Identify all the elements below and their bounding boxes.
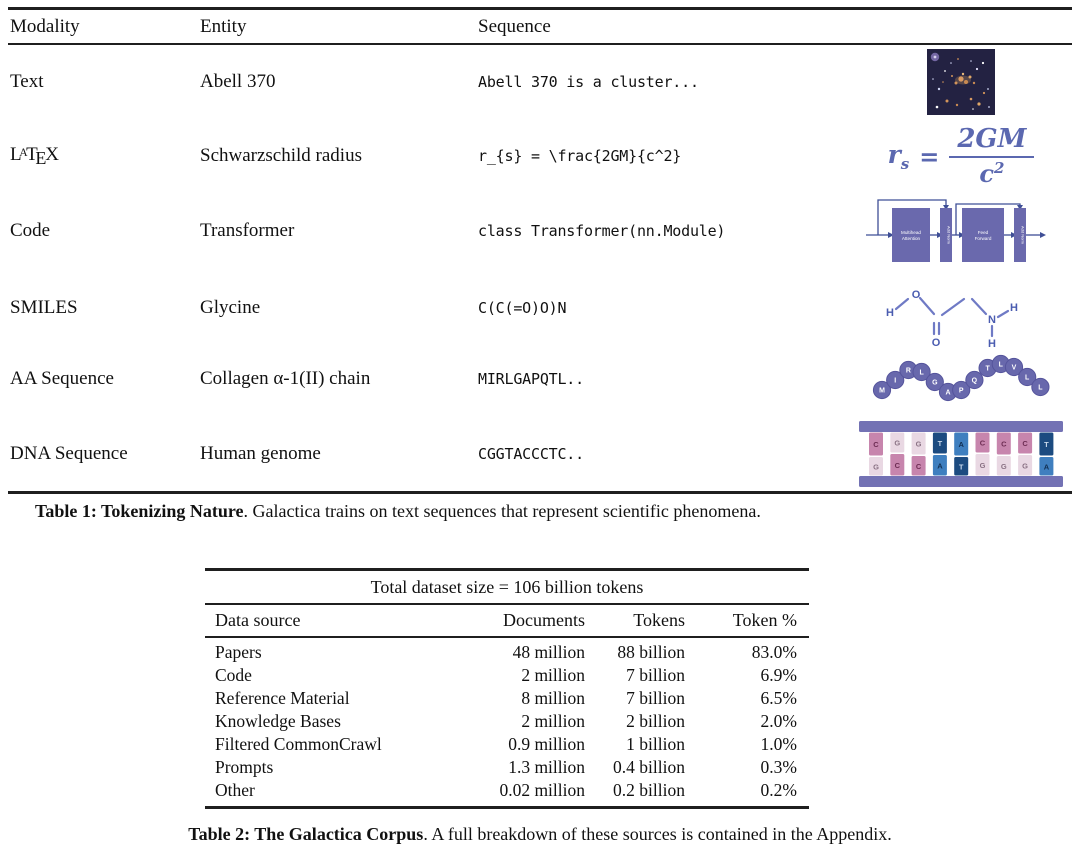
- column-header-entity: Entity: [200, 15, 247, 37]
- transformer-diagram: [850, 194, 1072, 268]
- table-row: [0, 416, 1080, 490]
- dna-base-letter: C: [873, 439, 879, 449]
- table-row: [205, 756, 809, 779]
- documents-cell: 0.02 million: [499, 780, 585, 800]
- dna-base-letter: A: [937, 460, 943, 470]
- dna-base-letter: G: [873, 461, 879, 471]
- tokens-cell: 7 billion: [626, 688, 685, 708]
- token-pct-cell: 2.0%: [760, 711, 797, 731]
- table-row: [0, 45, 1080, 119]
- table2-caption-text: . A full breakdown of these sources is contained in the Appendix.: [423, 824, 892, 844]
- entity-cell: Human genome: [200, 442, 321, 464]
- table-row: [0, 194, 1080, 268]
- data-source-cell: Code: [215, 665, 252, 685]
- amino-acid-chain: [850, 350, 1072, 408]
- tokens-cell: 0.4 billion: [613, 757, 685, 777]
- svg-text:H: H: [885, 306, 894, 319]
- table-row: [205, 641, 809, 664]
- dna-base-letter: T: [937, 438, 943, 448]
- table1-bottom-rule: [8, 491, 1072, 494]
- svg-text:Add Norm: Add Norm: [1020, 225, 1025, 244]
- tokens-cell: 7 billion: [626, 665, 685, 685]
- amino-acid-letter: L: [1038, 384, 1043, 392]
- svg-text:N: N: [987, 313, 996, 326]
- table2-caption-title: Table 2: The Galactica Corpus: [188, 824, 424, 844]
- dna-ladder: [850, 419, 1072, 489]
- dna-base-letter: C: [894, 460, 901, 470]
- svg-text:Multihead: Multihead: [900, 229, 921, 235]
- modality-cell: AA Sequence: [10, 368, 114, 390]
- amino-acid-letter: T: [985, 365, 990, 373]
- tokens-cell: 0.2 billion: [613, 780, 685, 800]
- amino-acid-letter: L: [919, 369, 924, 377]
- sequence-cell: class Transformer(nn.Module): [478, 221, 726, 240]
- data-source-cell: Prompts: [215, 757, 274, 777]
- sequence-cell: Abell 370 is a cluster...: [478, 73, 699, 92]
- column-header-data-source: Data source: [215, 610, 301, 630]
- entity-cell: Glycine: [200, 296, 261, 318]
- tokens-cell: 88 billion: [617, 642, 685, 662]
- data-source-cell: Knowledge Bases: [215, 711, 341, 731]
- corpus-table: [205, 568, 809, 809]
- documents-cell: 0.9 million: [508, 734, 585, 754]
- dna-base-letter: A: [1043, 461, 1050, 471]
- token-pct-cell: 83.0%: [751, 642, 797, 662]
- corpus-table-title: Total dataset size = 106 billion tokens: [370, 577, 644, 597]
- modality-cell-latex: LATEX: [10, 143, 60, 169]
- amino-acid-letter: A: [945, 389, 951, 397]
- documents-cell: 48 million: [512, 642, 585, 662]
- table-row: [0, 342, 1080, 416]
- sequence-cell: C(C(=O)O)N: [478, 298, 567, 317]
- token-pct-cell: 1.0%: [760, 734, 797, 754]
- svg-text:Forward: Forward: [974, 235, 991, 241]
- token-pct-cell: 6.9%: [760, 665, 797, 685]
- svg-text:Attention: Attention: [901, 235, 920, 241]
- token-pct-cell: 0.2%: [760, 780, 797, 800]
- dna-base-letter: T: [1044, 439, 1049, 449]
- table1-caption-text: . Galactica trains on text sequences that represent scientific phenomena.: [243, 501, 761, 521]
- column-header-tokens: Tokens: [633, 610, 685, 630]
- svg-text:O: O: [911, 288, 920, 301]
- documents-cell: 2 million: [521, 665, 585, 685]
- table2-bottom-rule: [205, 806, 809, 809]
- column-header-modality: Modality: [10, 15, 80, 37]
- amino-acid-letter: P: [958, 387, 964, 395]
- documents-cell: 8 million: [521, 688, 585, 708]
- entity-cell: Collagen α-1(II) chain: [200, 368, 371, 390]
- modality-cell: SMILES: [10, 296, 78, 318]
- dna-base-letter: G: [915, 439, 922, 449]
- dna-base-letter: C: [979, 438, 986, 448]
- latex-equation: [850, 124, 1072, 188]
- sequence-cell: MIRLGAPQTL..: [478, 370, 584, 389]
- dna-base-letter: C: [1022, 438, 1028, 448]
- column-header-sequence: Sequence: [478, 15, 551, 37]
- galaxy-image: [850, 49, 1072, 115]
- column-header-token-pct: Token %: [732, 610, 797, 630]
- dna-base-letter: A: [958, 439, 964, 449]
- svg-text:Feed: Feed: [977, 229, 988, 235]
- rendered-equation: $r_s$ = $\frac{2GM}{c^2}$: [888, 124, 1035, 188]
- amino-acid-letter: Q: [971, 377, 978, 385]
- tokens-cell: 1 billion: [626, 734, 685, 754]
- table1-caption: [35, 501, 1060, 522]
- dna-base-letter: G: [894, 438, 901, 448]
- modality-cell: Code: [10, 219, 51, 241]
- dna-base-letter: G: [1000, 461, 1007, 471]
- amino-acid-letter: M: [879, 387, 885, 395]
- entity-cell: Transformer: [200, 219, 295, 241]
- table-row: [205, 664, 809, 687]
- dna-base-letter: G: [1022, 460, 1029, 470]
- table-row: [205, 779, 809, 802]
- documents-cell: 2 million: [521, 711, 585, 731]
- svg-text:H: H: [987, 337, 996, 348]
- data-source-cell: Papers: [215, 642, 262, 662]
- data-source-cell: Reference Material: [215, 688, 350, 708]
- molecule-diagram: [850, 268, 1072, 348]
- amino-acid-letter: I: [894, 377, 897, 385]
- amino-acid-letter: V: [1011, 364, 1017, 372]
- table-row: [205, 733, 809, 756]
- table1-header-row: [0, 10, 1080, 43]
- table-row: [205, 687, 809, 710]
- token-pct-cell: 0.3%: [760, 757, 797, 777]
- table2-caption: [0, 824, 1080, 845]
- amino-acid-letter: L: [998, 361, 1003, 369]
- column-header-documents: Documents: [503, 610, 585, 630]
- entity-cell: Abell 370: [200, 71, 276, 93]
- svg-text:H: H: [1009, 301, 1018, 314]
- tokens-cell: 2 billion: [626, 711, 685, 731]
- dna-base-letter: G: [979, 460, 986, 470]
- sequence-cell: CGGTACCCTC..: [478, 444, 584, 463]
- modality-cell: Text: [10, 71, 44, 93]
- table-row: [0, 119, 1080, 193]
- amino-acid-letter: R: [905, 367, 911, 375]
- dna-base-letter: C: [915, 461, 922, 471]
- amino-acid-letter: G: [932, 379, 938, 387]
- entity-cell: Schwarzschild radius: [200, 145, 362, 167]
- data-source-cell: Other: [215, 780, 255, 800]
- table-row: [205, 710, 809, 733]
- dna-base-letter: C: [1001, 439, 1007, 449]
- dna-base-letter: T: [958, 461, 964, 471]
- svg-text:O: O: [931, 336, 940, 348]
- amino-acid-letter: L: [1025, 374, 1030, 382]
- documents-cell: 1.3 million: [508, 757, 585, 777]
- table1-caption-title: Table 1: Tokenizing Nature: [35, 501, 244, 521]
- sequence-cell: r_{s} = \frac{2GM}{c^2}: [478, 147, 682, 166]
- token-pct-cell: 6.5%: [760, 688, 797, 708]
- svg-text:Add Norm: Add Norm: [946, 225, 951, 244]
- data-source-cell: Filtered CommonCrawl: [215, 734, 382, 754]
- corpus-table-header: [205, 605, 809, 636]
- corpus-table-body: [205, 638, 809, 806]
- table-row: [0, 268, 1080, 348]
- modality-cell: DNA Sequence: [10, 442, 128, 464]
